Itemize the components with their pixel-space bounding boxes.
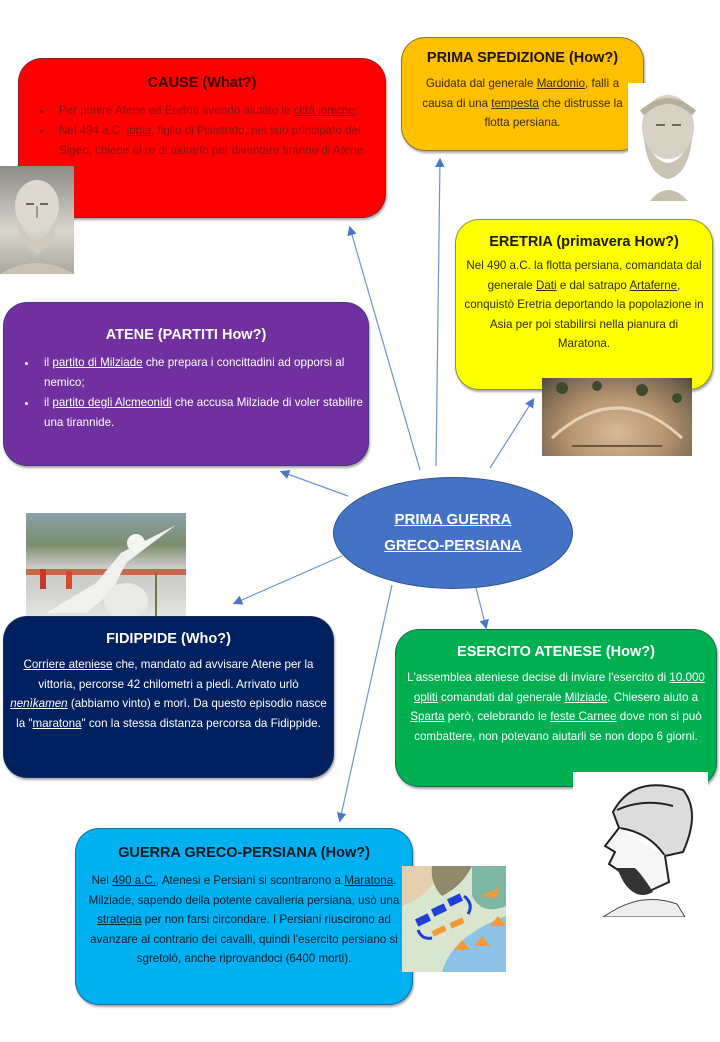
atene-title: ATENE (PARTITI How?) [105,327,267,343]
arrow-to-prima-spedizione [436,160,440,466]
aerial-ruins-image [542,378,692,456]
central-title-line-1: PRIMA GUERRA [394,511,512,528]
esercito-ateniese-box [395,629,717,787]
miltiades-engraving-image [573,772,708,917]
fidippide-text: Corriere ateniese che, mandato ad avvisare Atene per la vittoria, percorse 42 chilometri a piedi. Arrivato urlò nenìkamen (abbiamo vinto) e morì. Da questo episodio nasce la "maratona" con la stessa distanza percorsa da Fidippide. [10,658,327,730]
esercito-text: L'assemblea ateniese decise di inviare l'esercito di 10.000 opliti comandati dal generale Milziade. Chiesero aiuto a Sparta però, celebrando le feste Carnee dove non si può combattere, non potevano aiutarli se non dopo 6 giorni. [407,671,705,743]
atene-bullet-1: • il partito di Milziade che prepara i concittadini ad opporsi al nemico; [38,353,368,393]
bearded-bust-image [628,83,708,201]
central-title-line-2: GRECO-PERSIANA [384,537,522,554]
guerra-title: GUERRA GRECO-PERSIANA (How?) [118,845,370,861]
fidippide-title: FIDIPPIDE (Who?) [106,631,231,647]
eretria-text: Nel 490 a.C. la flotta persiana, comandata dal generale Dati e dal satrapo Artaferne, conquistò Eretria deportando la popolazione in Asia per poi stabilirsi nella pianura di Maratona. [464,259,704,350]
atene-box [3,302,369,466]
eretria-box [455,219,713,390]
philosopher-bust-image [0,166,74,274]
guerra-text: Nel 490 a.C., Atenesi e Persiani si scontrarono a Maratona. Milziade, sapendo della potente cavalleria persiana, usò una strategia per non farsi circondare. I Persiani riuscirono ad avanzare al contrario dei cavalli, quindi l'esercito persiano si sgretolò, anche riprovandoci (6400 morti). [88,874,400,965]
central-topic-ellipse [333,477,573,589]
prima-spedizione-text: Guidata dal generale Mardonio, fallì a causa di una tempesta che distrusse la flotta persiana. [422,77,623,129]
marathon-battle-map-image [402,866,506,972]
arrow-to-eretria [490,400,533,468]
cause-title: CAUSE (What?) [147,75,257,91]
eretria-title: ERETRIA (primavera How?) [489,234,679,250]
arrow-to-fidippide [235,556,342,603]
runner-statue-image [26,513,186,619]
arrow-to-esercito [476,588,486,627]
guerra-greco-persiana-box [75,828,413,1005]
prima-spedizione-box [401,37,644,151]
arrow-to-guerra [340,585,392,820]
cause-bullet-2: • Nel 494 a.C. ippia, figlio di Pisistrato, nel suo principato del Sigeo, chiede al re di aiutarlo per diventare tiranno di Atene. [53,121,385,161]
prima-spedizione-title: PRIMA SPEDIZIONE (How?) [426,50,619,66]
fidippide-box [3,616,334,778]
esercito-title: ESERCITO ATENESE (How?) [457,644,655,660]
arrow-to-atene [282,472,348,496]
cause-bullet-1: • Per punire Atene ed Eretria avendo aiutato le città ioniche; [53,101,385,121]
atene-bullet-2: • il partito degli Alcmeonidi che accusa Milziade di voler stabilire una tirannide. [38,393,368,433]
